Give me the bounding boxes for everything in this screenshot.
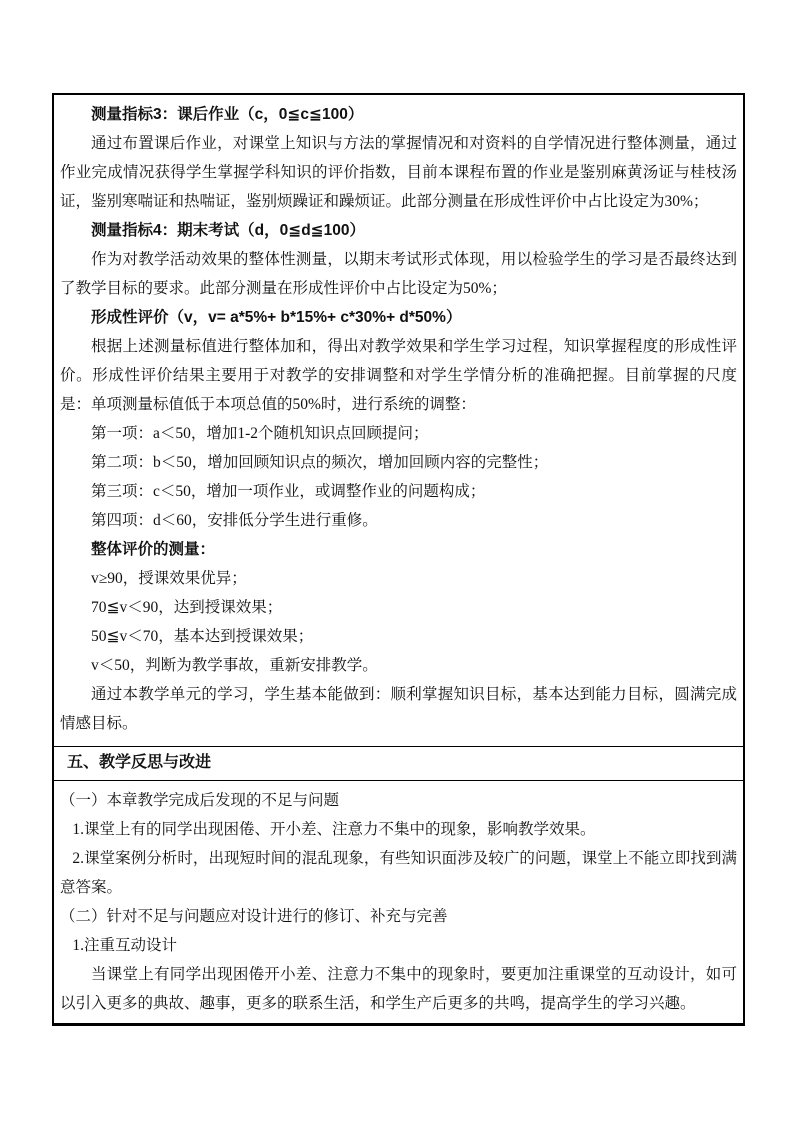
overall-grade-item-3: 50≦v＜70，基本达到授课效果； — [91, 628, 314, 645]
issues-subheading: （一）本章教学完成后发现的不足与问题 — [60, 792, 340, 809]
overall-grade-item-4: v＜50，判断为教学事故，重新安排教学。 — [91, 657, 378, 674]
issue-item-1: 1.课堂上有的同学出现困倦、开小差、注意力不集中的现象，影响教学效果。 — [72, 821, 596, 838]
adjust-item-2: 第二项：b＜50，增加回顾知识点的频次，增加回顾内容的完整性； — [91, 454, 549, 471]
formative-formula-heading: 形成性评价（v，v= a*5%+ b*15%+ c*30%+ d*50%） — [91, 309, 462, 326]
indicator3-heading: 测量指标3：课后作业（c，0≦c≦100） — [91, 106, 364, 123]
adjust-item-4: 第四项：d＜60，安排低分学生进行重修。 — [91, 512, 378, 529]
unit-summary-paragraph: 通过本教学单元的学习，学生基本能做到：顺利掌握知识目标，基本达到能力目标，圆满完成情感目标。 — [60, 686, 737, 732]
formative-evaluation-cell — [54, 95, 743, 747]
indicator3-paragraph: 通过布置课后作业，对课堂上知识与方法的掌握情况和对资料的自学情况进行整体测量，通过作业完成情况获得学生掌握学科知识的评价指数，目前本课程布置的作业是鉴别麻黄汤证与桂枝汤证，鉴别寒喘证和热喘证，鉴别烦躁证和躁烦证。此部分测量在形成性评价中占比设定为30%； — [60, 135, 737, 210]
formative-paragraph: 根据上述测量标值进行整体加和，得出对教学效果和学生学习过程，知识掌握程度的形成性评价。形成性评价结果主要用于对教学的安排调整和对学生学情分析的准确把握。目前掌握的尺度是：单项测量标值低于本项总值的50%时，进行系统的调整： — [60, 338, 737, 413]
revision-item-1: 1.注重互动设计 — [72, 937, 178, 954]
indicator4-paragraph: 作为对教学活动效果的整体性测量，以期末考试形式体现，用以检验学生的学习是否最终达到了教学目标的要求。此部分测量在形成性评价中占比设定为50%； — [60, 251, 737, 297]
adjust-item-1: 第一项：a＜50，增加1-2个随机知识点回顾提问； — [91, 425, 429, 442]
lesson-plan-table — [52, 93, 745, 1026]
indicator4-heading: 测量指标4：期末考试（d，0≦d≦100） — [91, 222, 366, 239]
revision-subheading: （二）针对不足与问题应对设计进行的修订、补充与完善 — [60, 908, 448, 925]
issue-item-2: 2.课堂案例分析时，出现短时间的混乱现象，有些知识面涉及较广的问题，课堂上不能立即找到满意答案。 — [60, 850, 737, 896]
adjust-item-3: 第三项：c＜50，增加一项作业，或调整作业的问题构成； — [91, 483, 486, 500]
section5-header-row — [54, 747, 743, 781]
section5-title: 五、教学反思与改进 — [67, 754, 212, 771]
overall-grade-item-1: v≥90，授课效果优异； — [91, 570, 247, 587]
reflection-cell — [54, 781, 743, 1023]
interaction-design-paragraph: 当课堂上有同学出现困倦开小差、注意力不集中的现象时，要更加注重课堂的互动设计，如可以引入更多的典故、趣事，更多的联系生活，和学生产后更多的共鸣，提高学生的学习兴趣。 — [60, 966, 737, 1012]
overall-grade-item-2: 70≦v＜90，达到授课效果； — [91, 599, 283, 616]
overall-evaluation-heading: 整体评价的测量： — [91, 541, 216, 558]
